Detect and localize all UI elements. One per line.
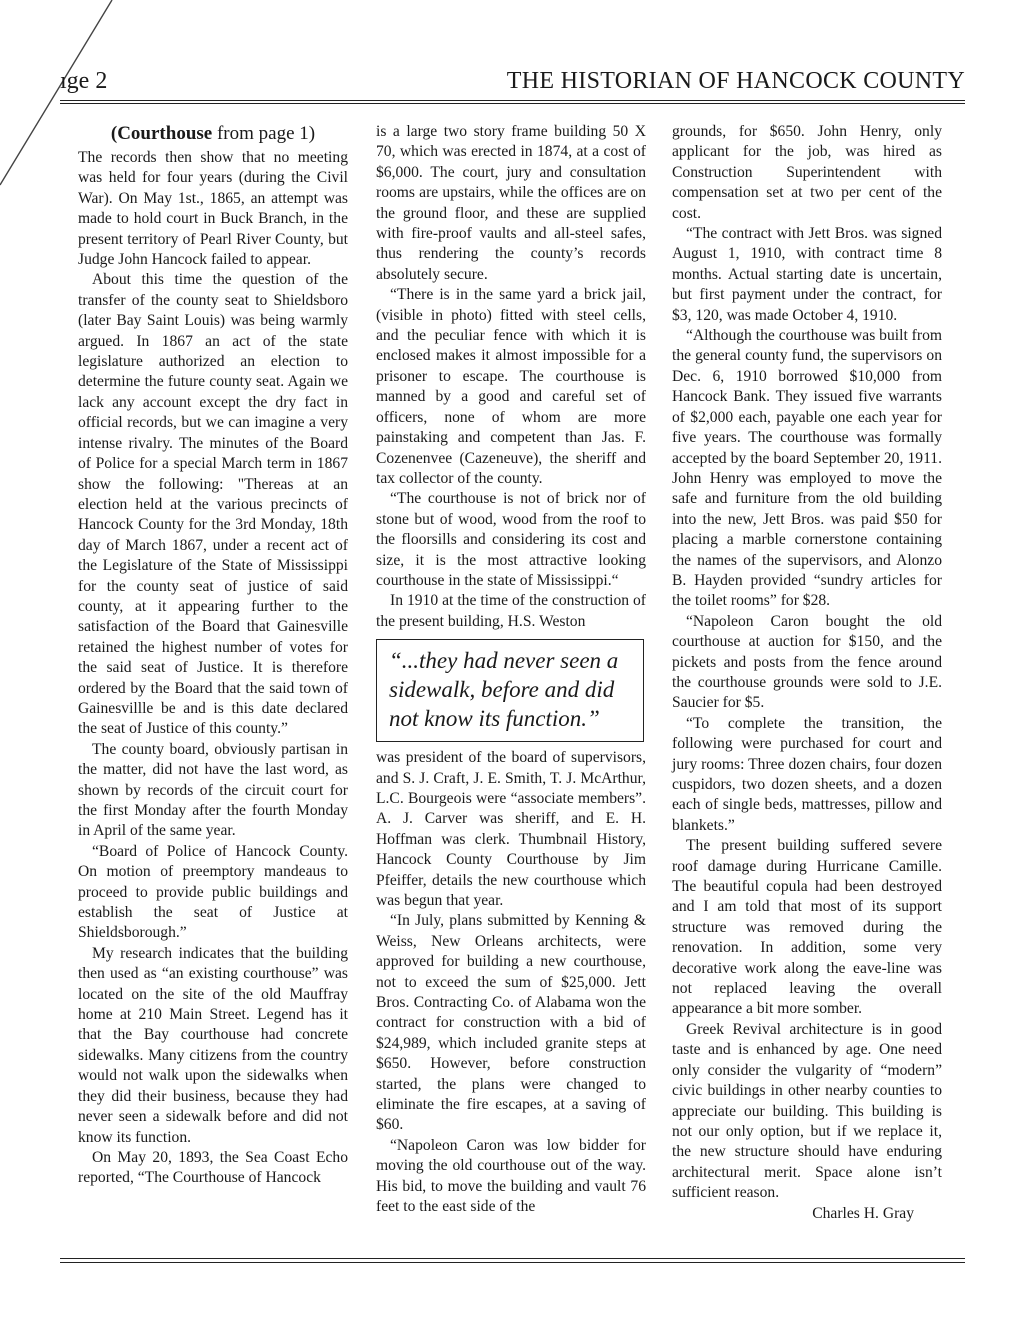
paragraph: Greek Revival architecture is in good taste and is enhanced by age. One need only consider the vulgarity of “modern” civic buildings in other nearby counties to appreciate our building. This building is not our only option, but if we replace it, the new structure should have enduring architectural merit. Space alone isn’t sufficient reason. xyxy=(672,1020,942,1202)
continuation-heading-rest: from page 1) xyxy=(212,123,316,144)
header-rule xyxy=(60,100,965,104)
paragraph: grounds, for $650. John Henry, only applicant for the job, was hired as Construction Superintendent with compensation set at two per cent of the cost. xyxy=(672,123,942,222)
paragraph: The records then show that no meeting was held for four years (during the Civil War). On May 1st., 1865, an attempt was made to hold court in Buck Branch, in the present territory of Pearl River County, but Judge John Hancock failed to appear. xyxy=(78,149,348,269)
article-column-3 xyxy=(672,122,942,1224)
paragraph: “Although the courthouse was built from the general county fund, the supervisors on Dec. 6, 1910 borrowed $10,000 from Hancock Bank. They issued five warrants of $2,000 each, payable one each year for five years. The courthouse was formally accepted by the board September 20, 1911. John Henry was employed to move the safe and furniture from the old building into the new, Jett Bros. was paid $50 for placing a marble cornerstone containing the names of the supervisors, and Alonzo B. Hayden provided “sundry articles for the toilet rooms” for $28. xyxy=(672,327,942,610)
paragraph: “Board of Police of Hancock County. On motion of preemptory mandeaus to proceed to provide public buildings and establish the seat of Justice at Shieldsborough.” xyxy=(78,842,348,942)
paragraph: “To complete the transition, the following were purchased for court and jury rooms: Three dozen chairs, four dozen cuspidors, two dozen sheets, and a dozen each of single beds, mattresses, pillow and blankets.” xyxy=(672,714,942,834)
paragraph: “Napoleon Caron was low bidder for moving the old courthouse out of the way. His bid, to move the building and vault 76 feet to the east side of the xyxy=(376,1136,646,1216)
publication-title: THE HISTORIAN OF HANCOCK COUNTY xyxy=(506,68,965,94)
paragraph: “The contract with Jett Bros. was signed August 1, 1910, with contract time 8 months. Actual starting date is uncertain, but first payment under the contract, for $3, 120, was made October 4, 1910. xyxy=(672,225,942,324)
paragraph: About this time the question of the transfer of the county seat to Shieldsboro (later Bay Saint Louis) was being warmly argued. In 1867 an act of the state legislature authorized an election to determine the future county seat. Again we lack any account except the dry fact in official records, but we can imagine a very intense rivalry. The minutes of the Board of Police for a special March term in 1867 show the following: "Thereas at an election held at the various precincts of Hancock County for the 3rd Monday, 18th day of March 1867, under a recent act of the Legislature of the State of Mississippi for the county seat of justice of said county, at it appearing further to the satisfaction of the Board that Gainesville retained the highest number of votes for the said seat of Justice. It is therefore ordered by the Board that the said town of Gainesvillle be and is this date declared the seat of Justice of this county.” xyxy=(78,271,348,738)
paragraph: The county board, obviously partisan in the matter, did not have the last word, as shown by records of the circuit court for the first Monday after the fourth Monday in April of the same year. xyxy=(78,740,348,840)
page-header xyxy=(60,62,965,102)
article-column-2 xyxy=(376,122,646,1218)
paragraph: My research indicates that the building then used as “an existing courthouse” was located on the site of the old Mauffray home at 210 Main Street. Legend has it that the Bay courthouse had concrete sidewalks. Many citizens from the country would not walk upon the sidewalks when they did their business, because they had never seen a sidewalk before and did not know its function. xyxy=(78,944,348,1146)
pull-quote: “...they had never seen a sidewalk, before and did not know its function.” xyxy=(376,639,644,742)
footer-rule xyxy=(60,1258,965,1263)
paragraph: “There is in the same yard a brick jail, (visible in photo) fitted with steel cells, and the peculiar fence with which it is enclosed makes it almost impossible for a prisoner to escape. The courthouse is manned by a good and careful set of officers, none of whom are more painstaking and competent than Jas. F. Cozenenvee (Cazeneuve), the sheriff and tax collector of the county. xyxy=(376,286,646,487)
page-number: ıge 2 xyxy=(60,68,108,94)
paragraph: The present building suffered severe roof damage during Hurricane Camille. The beautiful copula had been destroyed and I am told that most of its support structure was removed during the renovation. In addition, some very decorative work along the eave-line was not replaced leaving the overall appearance a bit more somber. xyxy=(672,837,942,1018)
paragraph: “Napoleon Caron bought the old courthouse at auction for $150, and the pickets and posts from the fence around the courthouse grounds were sold to J.E. Saucier for $5. xyxy=(672,612,942,712)
continuation-heading xyxy=(78,122,348,146)
article-column-1 xyxy=(78,122,348,1189)
paragraph: was president of the board of supervisors, and S. J. Craft, J. E. Smith, T. J. McArthur, L.C. Bourgeois were “associate members”. A. J. Carver was sheriff, and E. H. Hoffman was clerk. Thumbnail History, Hancock County Courthouse by Jim Pfeiffer, details the new courthouse which was begun that year. xyxy=(376,749,646,909)
paragraph: is a large two story frame building 50 X 70, which was erected in 1874, at a cost of $6,000. The court, jury and consultation rooms are upstairs, while the offices are on the ground floor, and these are supplied with fire-proof vaults and all-steel safes, thus rendering the county’s records absolutely secure. xyxy=(376,123,646,283)
continuation-heading-bold: (Courthouse xyxy=(110,123,213,144)
paragraph: “The courthouse is not of brick nor of stone but of wood, wood from the roof to the floorsills and considering its cost and size, it is the most attractive looking courthouse in the state of Mississippi.“ xyxy=(376,490,646,589)
author-signature: Charles H. Gray xyxy=(812,1204,914,1222)
paragraph: On May 20, 1893, the Sea Coast Echo reported, “The Courthouse of Hancock xyxy=(78,1148,348,1187)
paragraph: In 1910 at the time of the construction of the present building, H.S. Weston xyxy=(376,592,646,630)
paragraph: “In July, plans submitted by Kenning & Weiss, New Orleans architects, were approved for building a new courthouse, not to exceed the sum of $25,000. Jett Bros. Contracting Co. of Alabama won the contract for construction with a bid of $24,989, which included granite steps at $650. However, before construction started, the plans were changed to eliminate the fire escapes, at a saving of $60. xyxy=(376,912,646,1134)
